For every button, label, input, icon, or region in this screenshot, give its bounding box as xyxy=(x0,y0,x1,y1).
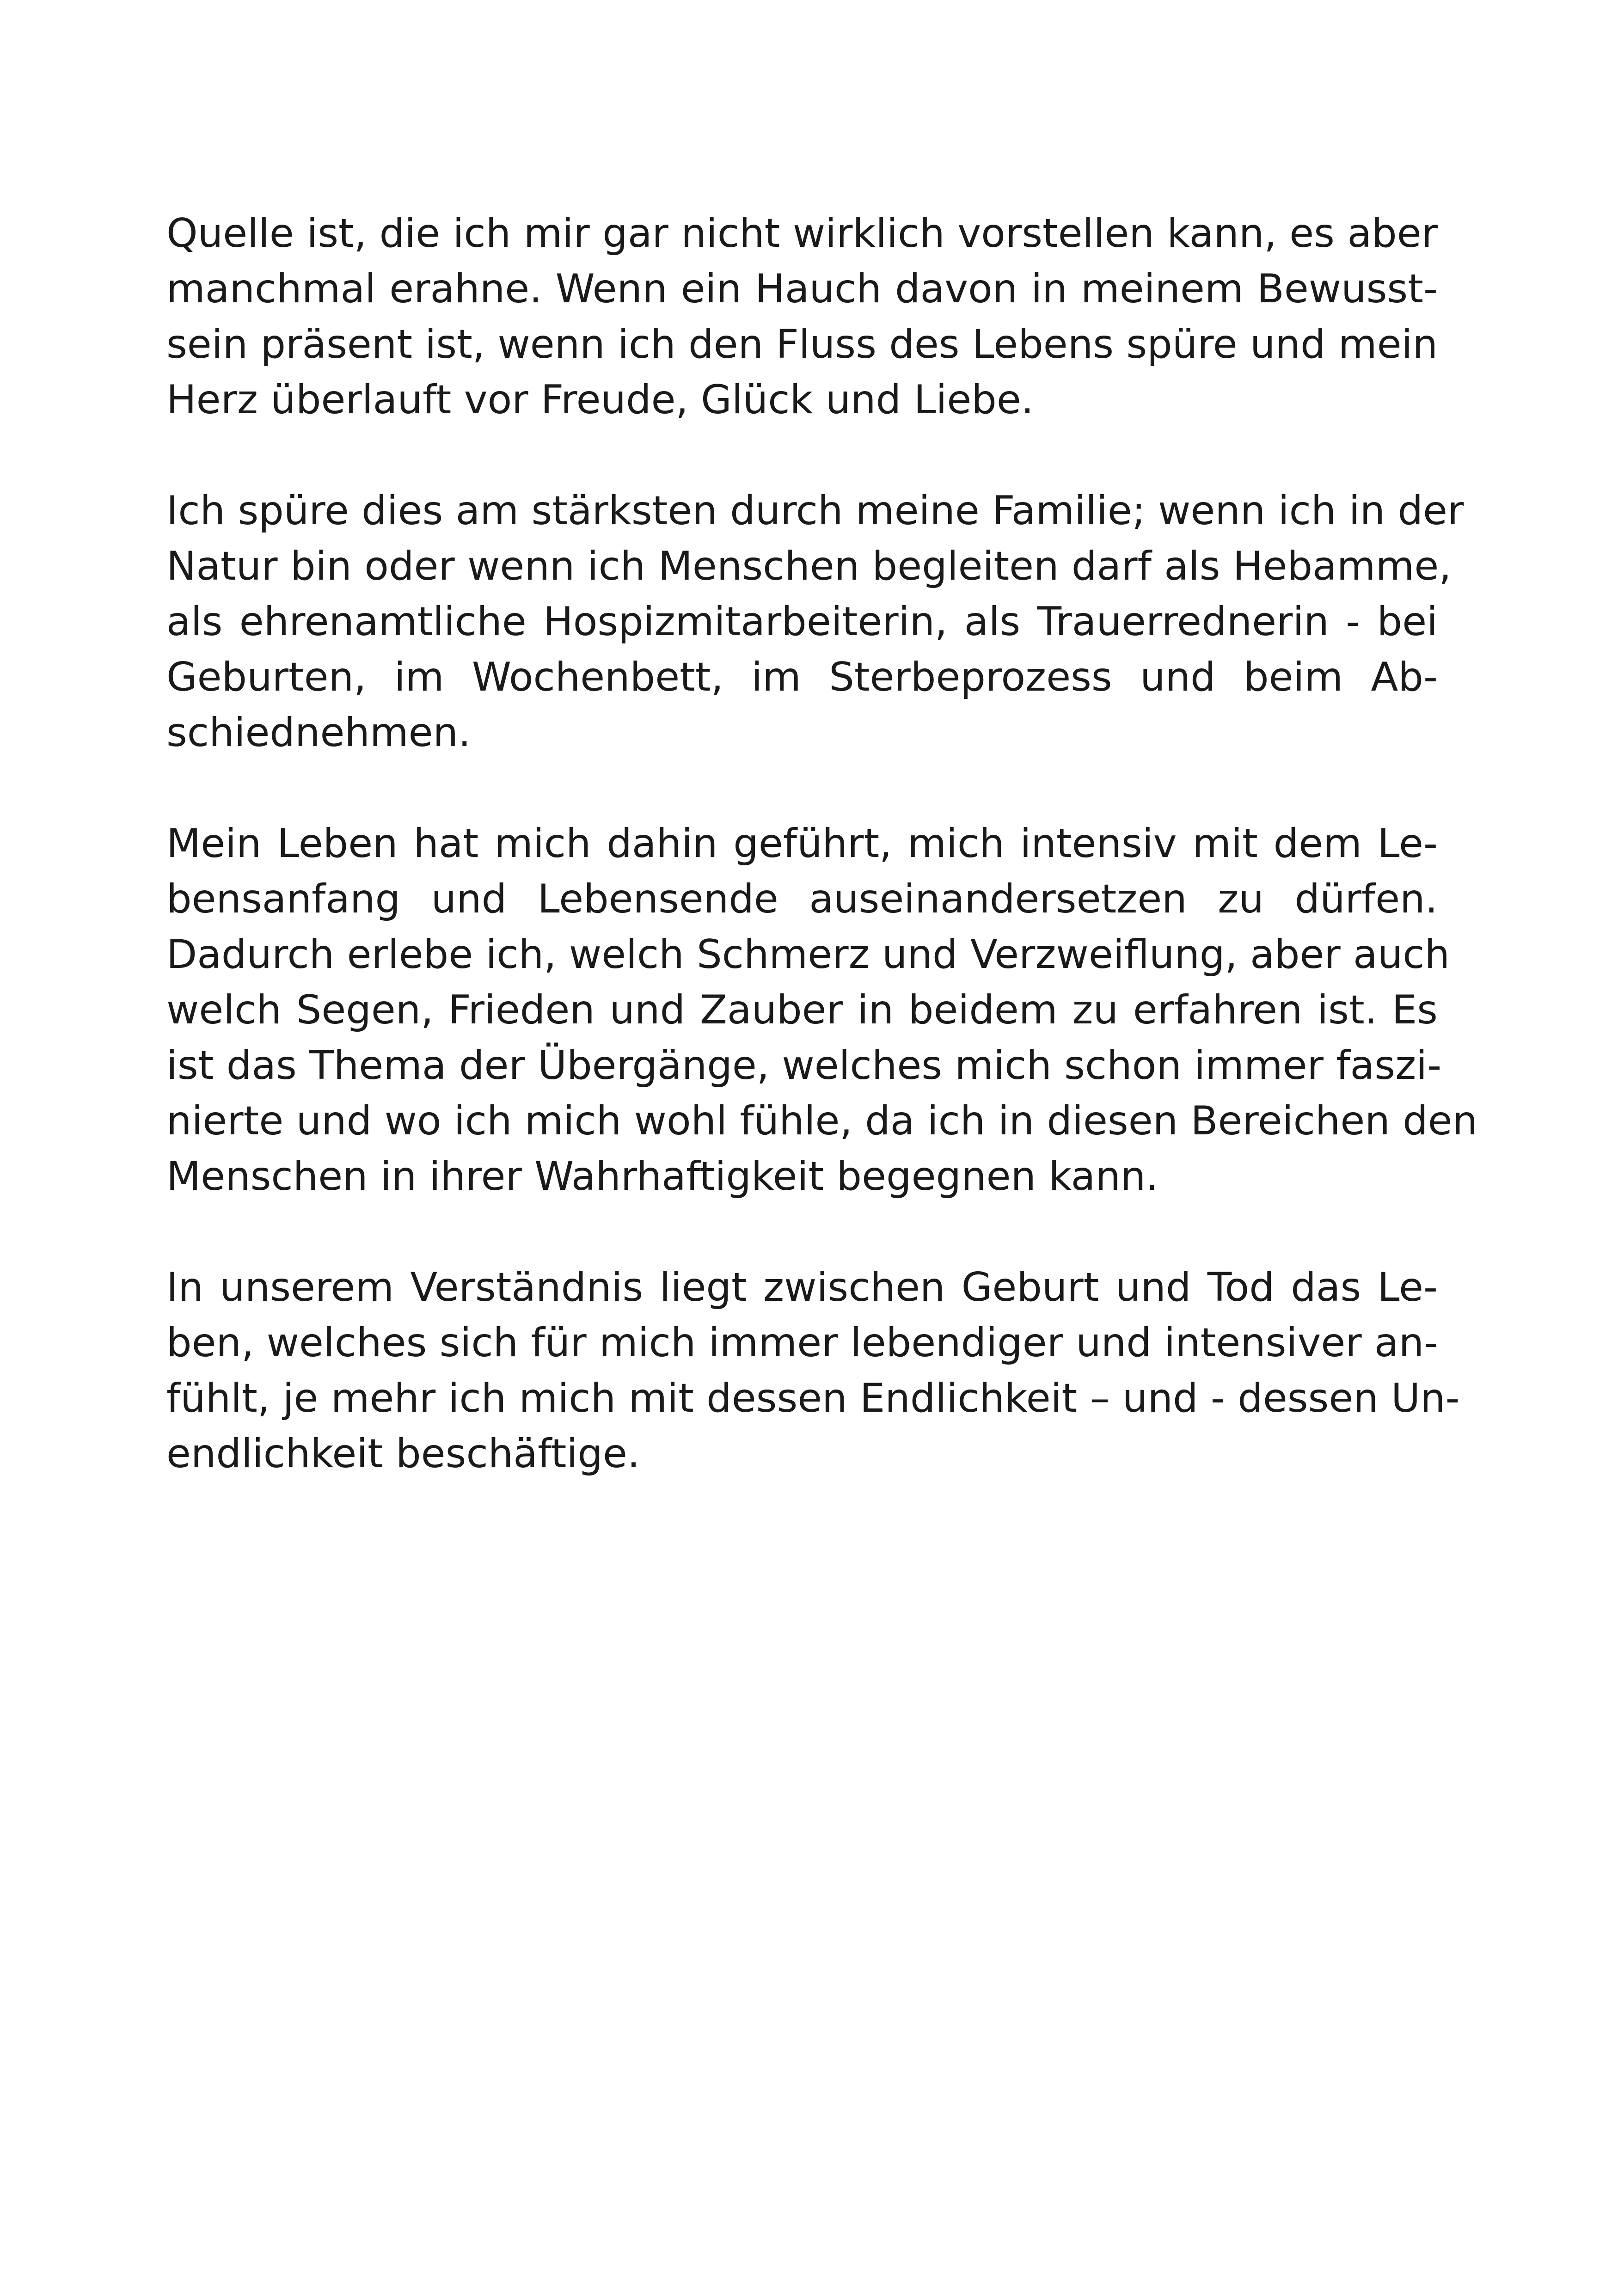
text-line: bensanfang und Lebensende auseinandersetzen zu dürfen. xyxy=(166,876,1438,922)
paragraph-1 xyxy=(166,206,1438,428)
paragraph-2 xyxy=(166,483,1464,760)
text-line: Dadurch erlebe ich, welch Schmerz und Verzweiflung, aber auch xyxy=(166,931,1450,978)
text-line: Menschen in ihrer Wahrhaftigkeit begegnen kann. xyxy=(166,1153,1158,1200)
text-line: schiednehmen. xyxy=(166,710,471,756)
text-line: ist das Thema der Übergänge, welches mich schon immer faszi- xyxy=(166,1042,1442,1089)
paragraph-3 xyxy=(166,816,1478,1204)
text-line: Natur bin oder wenn ich Menschen begleiten darf als Hebamme, xyxy=(166,543,1452,589)
text-line: welch Segen, Frieden und Zauber in beidem zu erfahren ist. Es xyxy=(166,987,1438,1033)
text-line: Ich spüre dies am stärksten durch meine Familie; wenn ich in der xyxy=(166,488,1464,534)
text-line: Geburten, im Wochenbett, im Sterbeprozess und beim Ab- xyxy=(166,654,1438,700)
text-line: nierte und wo ich mich wohl fühle, da ich in diesen Bereichen den xyxy=(166,1098,1478,1144)
text-line: Herz überlauft vor Freude, Glück und Liebe. xyxy=(166,377,1034,423)
text-line: ben, welches sich für mich immer lebendiger und intensiver an- xyxy=(166,1320,1439,1366)
text-line: als ehrenamtliche Hospizmitarbeiterin, als Trauerrednerin - bei xyxy=(166,599,1438,645)
text-line: fühlt, je mehr ich mich mit dessen Endlichkeit – und - dessen Un- xyxy=(166,1375,1460,1421)
text-line: Mein Leben hat mich dahin geführt, mich intensiv mit dem Le- xyxy=(166,820,1438,867)
paragraph-4 xyxy=(166,1260,1460,1482)
text-line: sein präsent ist, wenn ich den Fluss des Lebens spüre und mein xyxy=(166,321,1438,367)
text-line: In unserem Verständnis liegt zwischen Geburt und Tod das Le- xyxy=(166,1264,1438,1310)
text-line: manchmal erahne. Wenn ein Hauch davon in meinem Bewusst- xyxy=(166,266,1438,312)
text-line: endlichkeit beschäftige. xyxy=(166,1431,640,1477)
body-text xyxy=(166,206,1478,1537)
text-line: Quelle ist, die ich mir gar nicht wirklich vorstellen kann, es aber xyxy=(166,210,1438,257)
